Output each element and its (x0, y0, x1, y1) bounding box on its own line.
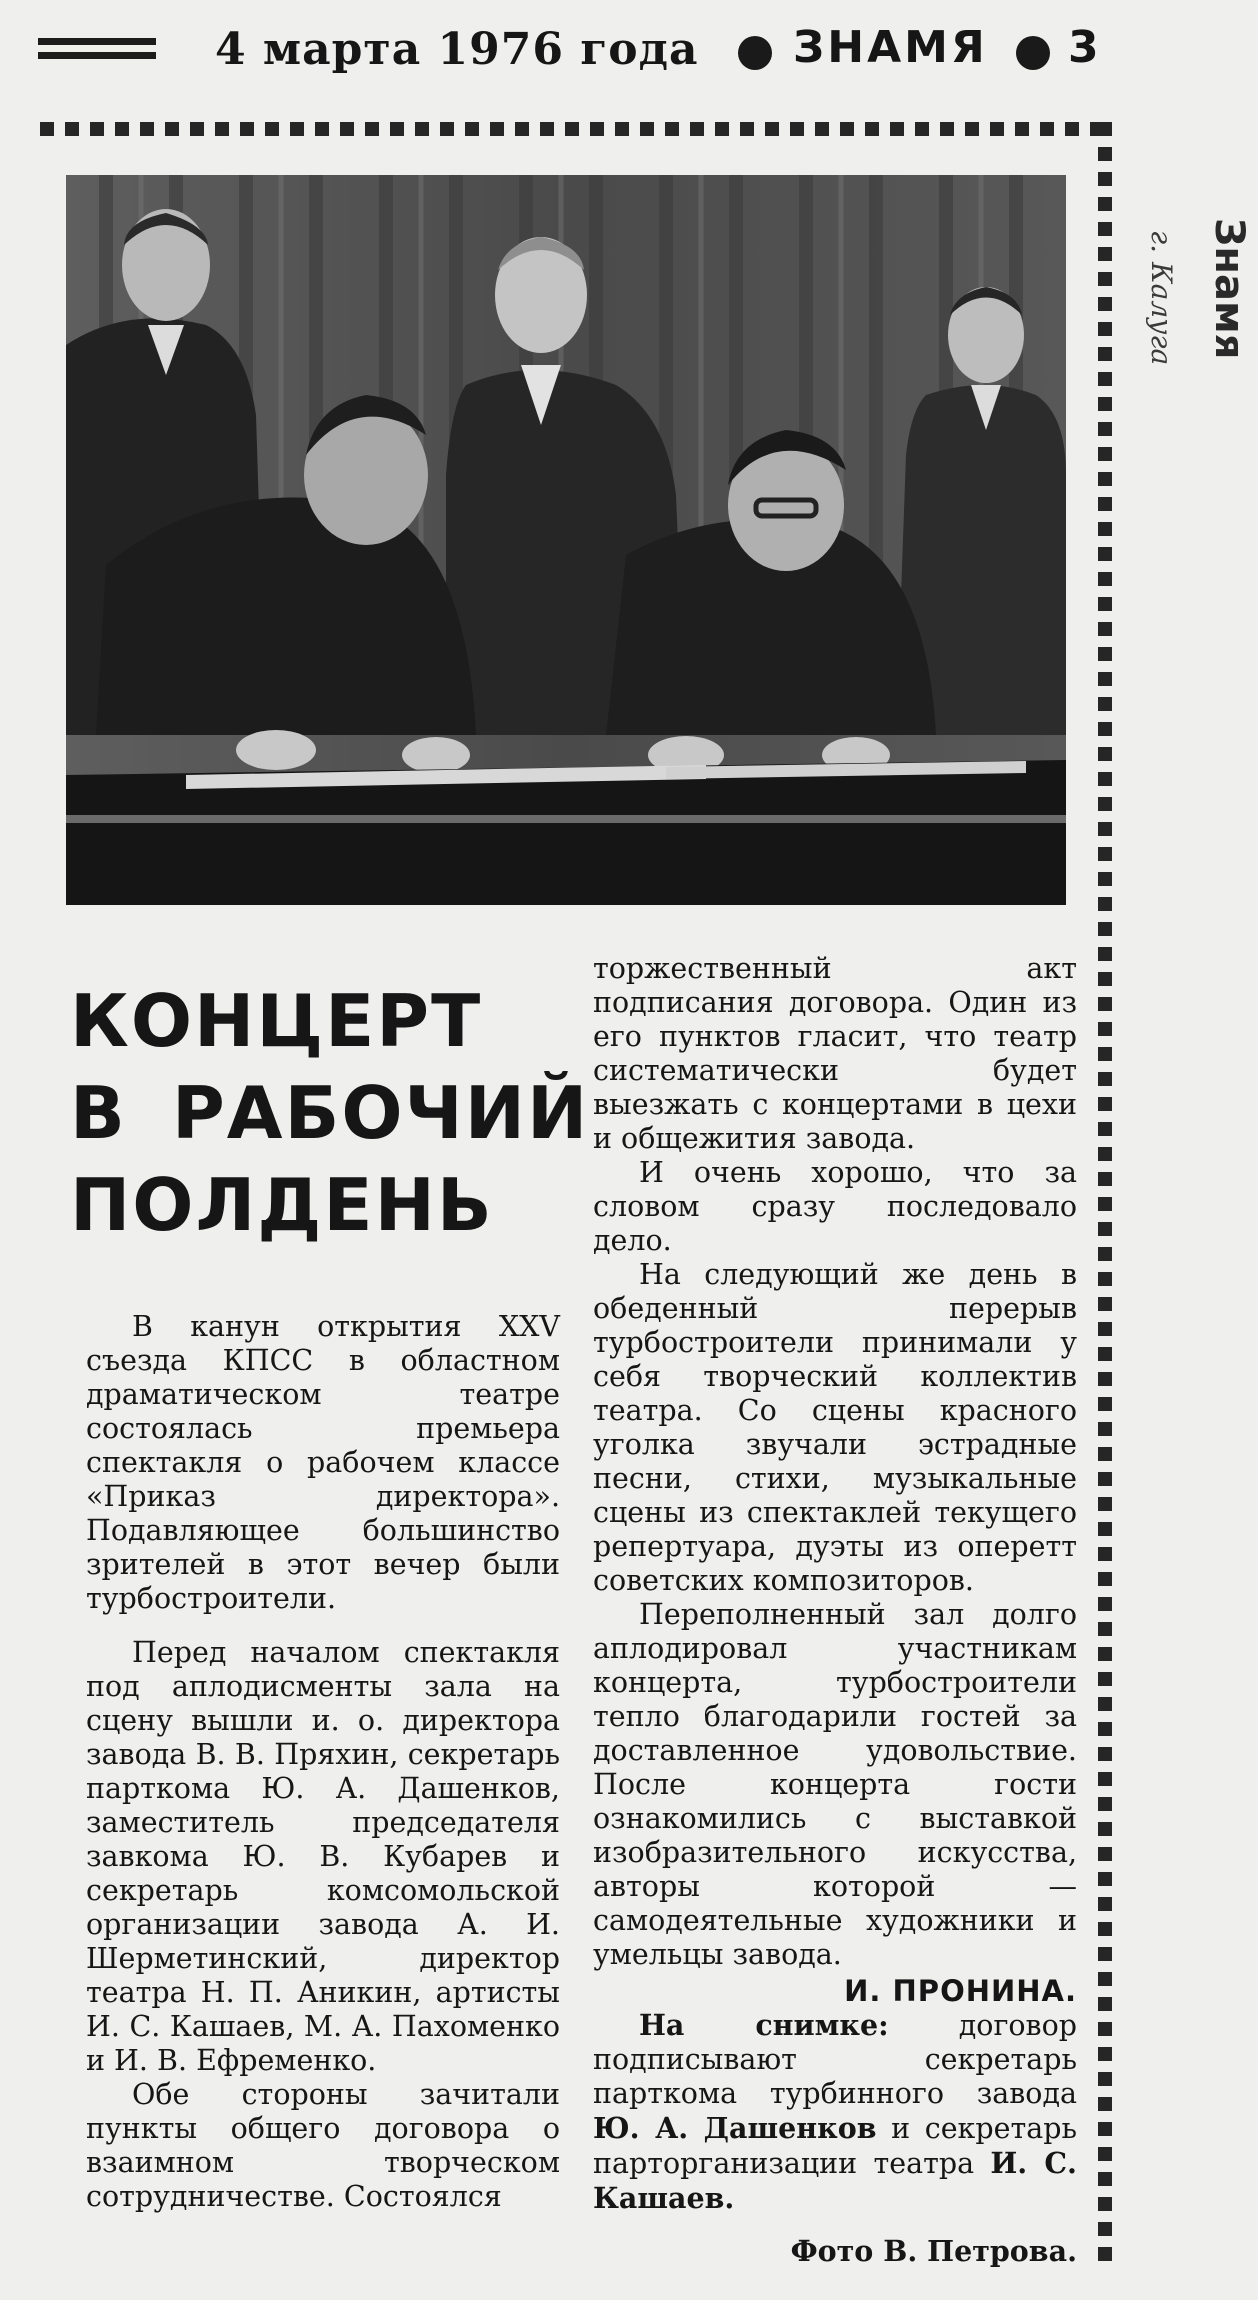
paragraph: Обе стороны зачитали пункты общего договора о взаимном творческом сотрудничестве. Состоялся (86, 2078, 560, 2213)
bullet-dot-icon (738, 36, 772, 70)
newspaper-name: ЗНАМЯ (793, 22, 988, 73)
left-column (86, 1310, 560, 2214)
clipping-border-top (40, 122, 1100, 136)
paragraph: торжественный акт подписания договора. Один из его пунктов гласит, что театр систематически будет выезжать с концертами в цехи и общежития завода. (593, 952, 1077, 1155)
masthead-rule-bottom (38, 52, 156, 59)
caption-lead: На снимке: (639, 2008, 889, 2042)
article-headline (70, 975, 590, 1251)
page-number: 3 (1068, 22, 1099, 73)
caption-text: договор подписывают секретарь парткома турбинного завода (593, 2009, 1077, 2110)
article-author: И. ПРОНИНА. (844, 1974, 1077, 2008)
paragraph: На следующий же день в обеденный перерыв турбостроители принимали у себя творческий коллектив театра. Со сцены красного уголка звучали эстрадные песни, стихи, музыкальные сцены из спектаклей текущего репертуара, дуэты из оперетт советских композиторов. (593, 1258, 1077, 1597)
headline-line-1: КОНЦЕРТ (70, 979, 483, 1063)
note-paper: Знамя (1206, 218, 1252, 360)
issue-date: 4 марта 1976 года (215, 24, 699, 75)
signing-photo (66, 175, 1066, 905)
paragraph: В канун открытия XXV съезда КПСС в областном драматическом театре состоялась премьера спектакля о рабочем классе «Приказ директора». Подавляющее большинство зрителей в этот вечер были турбостроители. (86, 1310, 560, 1615)
paragraph: И очень хорошо, что за словом сразу последовало дело. (593, 1156, 1077, 1257)
photo-caption (593, 2008, 1077, 2216)
headline-line-2: В РАБОЧИЙ (70, 1071, 590, 1155)
caption-name: И. С. Кашаев. (593, 2146, 1077, 2215)
paragraph: Перед началом спектакля под аплодисменты зала на сцену вышли и. о. директора завода В. В. Пряхин, секретарь парткома Ю. А. Дашенков, заместитель председателя завкома Ю. В. Кубарев и секретарь комсомольской организации завода А. И. Шерметинский, директор театра Н. П. Аникин, артисты И. С. Кашаев, М. А. Пахоменко и И. В. Ефременко. (86, 1636, 560, 2077)
photo-credit: Фото В. Петрова. (790, 2234, 1077, 2268)
headline-line-3: ПОЛДЕНЬ (70, 1163, 494, 1247)
masthead-rule-top (38, 38, 156, 45)
bullet-dot-icon (1016, 36, 1050, 70)
caption-name: Ю. А. Дашенков (593, 2111, 877, 2145)
paragraph: Переполненный зал долго аплодировал участникам концерта, турбостроители тепло благодарили гостей за доставленное удовольствие. После концерта гости ознакомились с выставкой изобразительного искусства, авторы которой — самодеятельные художники и умельцы завода. (593, 1598, 1077, 1971)
archive-note (1108, 210, 1252, 460)
note-city: г. Калуга (1145, 230, 1178, 366)
right-column (593, 952, 1077, 2268)
caption-text: и секретарь парторганизации театра (593, 2112, 1078, 2180)
